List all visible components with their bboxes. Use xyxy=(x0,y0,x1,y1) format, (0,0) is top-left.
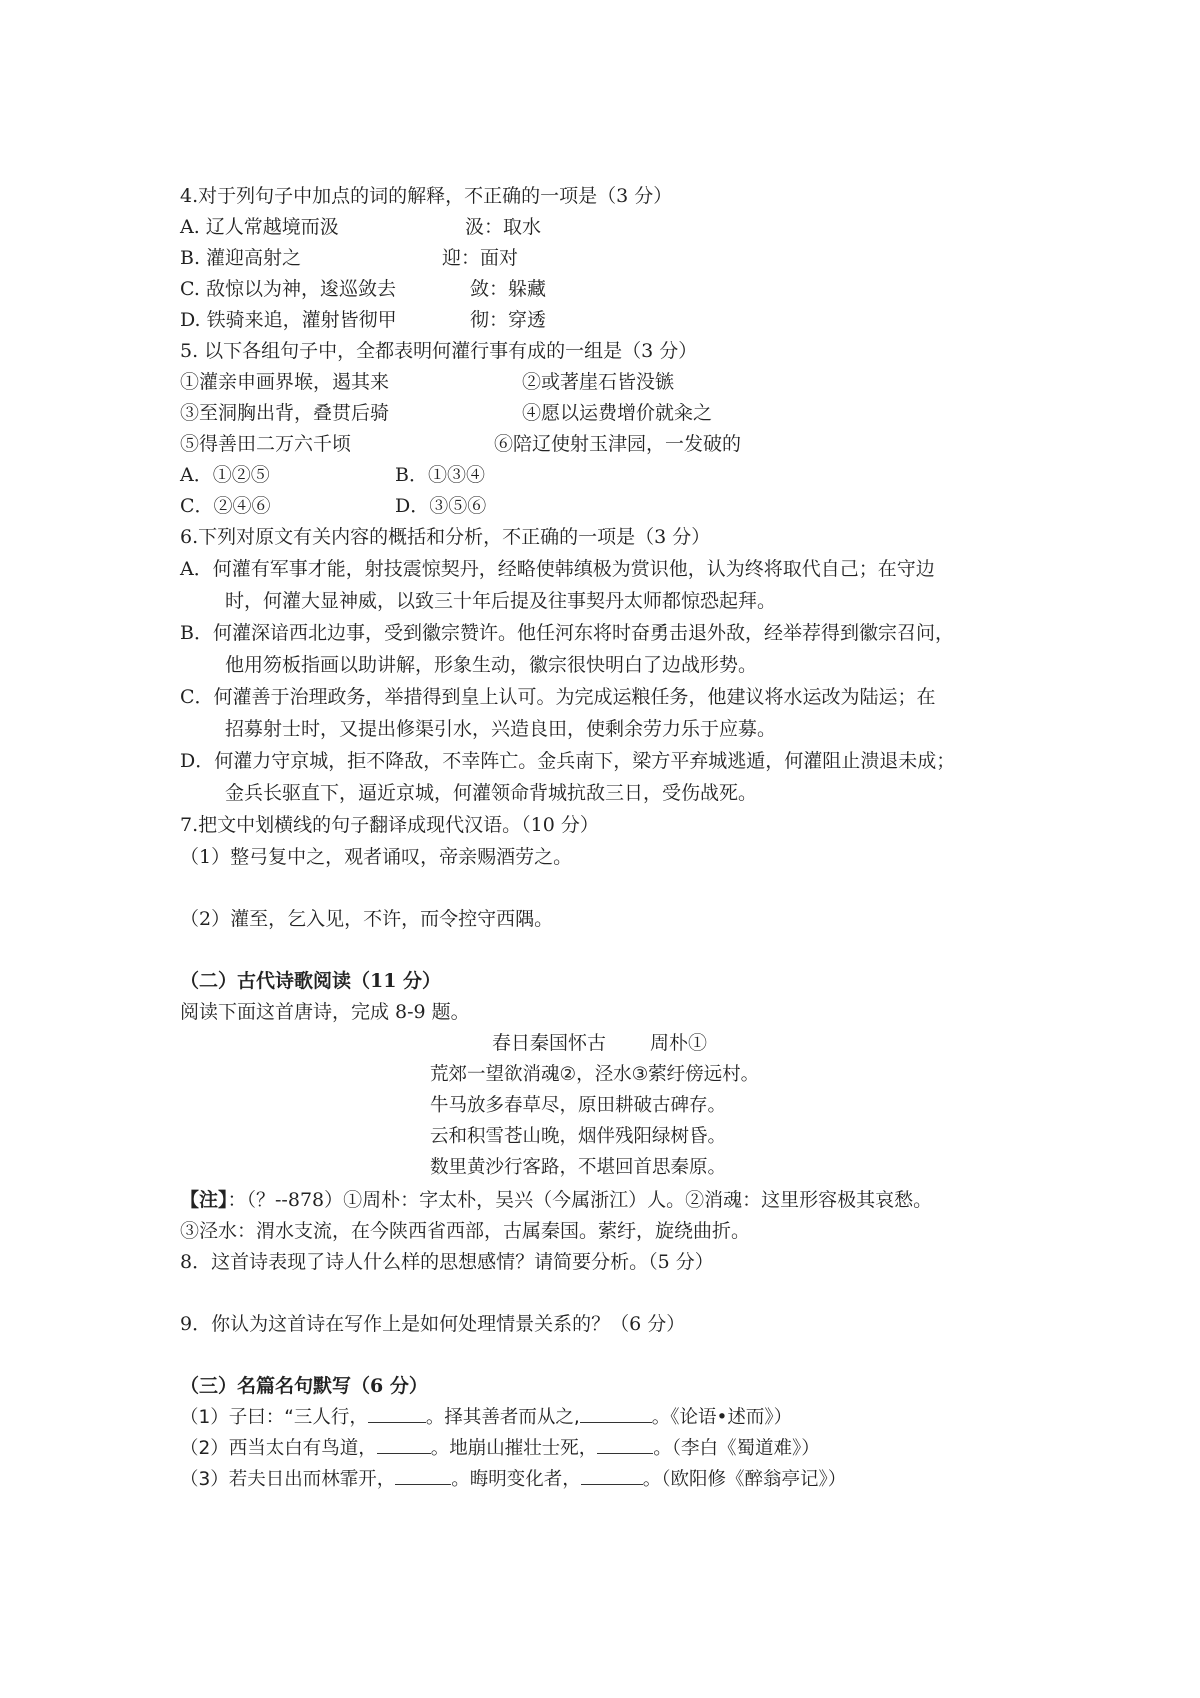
recitation-2-part-a: （2）西当太白有鸟道， xyxy=(180,1438,377,1459)
q5-item-1: ①灌亲申画界堠，遏其来 xyxy=(180,371,390,393)
poem-author: 周朴① xyxy=(650,1032,708,1054)
q5-item-6: ⑥陪辽使射玉津园，一发破的 xyxy=(494,433,742,455)
q4-option-a: A. 辽人常越境而汲 xyxy=(180,216,339,238)
q4-option-d-gloss: 彻：穿透 xyxy=(470,309,547,331)
q5-item-5: ⑤得善田二万六千顷 xyxy=(180,433,352,455)
q4-option-c-gloss: 敛：躲藏 xyxy=(470,278,547,300)
recitation-3-part-c: 。（欧阳修《醉翁亭记》） xyxy=(642,1469,847,1490)
q4-option-d: D. 铁骑来追，灌射皆彻甲 xyxy=(180,309,397,331)
section2-heading: （二）古代诗歌阅读（11 分） xyxy=(180,970,442,992)
recitation-3-part-a: （3）若夫日出而林霏开， xyxy=(180,1469,396,1490)
section2-intro: 阅读下面这首唐诗，完成 8-9 题。 xyxy=(180,1001,470,1023)
poem-line-3: 云和积雪苍山晚，烟伴残阳绿树昏。 xyxy=(430,1126,727,1147)
q4-option-c: C. 敌惊以为神，逡巡敛去 xyxy=(180,278,396,300)
recitation-2-part-c: 。（李白《蜀道难》） xyxy=(653,1438,820,1459)
q5-choice-b: B．①③④ xyxy=(395,464,485,486)
q4-stem: 4.对于列句子中加点的词的解释，不正确的一项是（3 分） xyxy=(180,185,673,207)
poem-title: 春日秦国怀古 xyxy=(492,1032,607,1054)
recitation-2-part-b: 。地崩山摧壮士死， xyxy=(430,1438,598,1459)
recitation-line-1 xyxy=(180,1404,792,1431)
q5-stem: 5. 以下各组句子中，全都表明何灌行事有成的一组是（3 分） xyxy=(180,340,698,362)
q9-stem: 9．你认为这首诗在写作上是如何处理情景关系的？（6 分） xyxy=(180,1313,686,1335)
recitation-1-part-c: 。《论语•述而》） xyxy=(651,1407,793,1428)
poem-line-1: 荒郊一望欲消魂②，泾水③萦纡傍远村。 xyxy=(430,1064,760,1085)
q6-option-c-line1: C．何灌善于治理政务，举措得到皇上认可。为完成运粮任务，他建议将水运改为陆运；在 xyxy=(180,686,936,708)
q4-option-b: B. 灌迎高射之 xyxy=(180,247,302,269)
q6-option-b-line2: 他用笏板指画以助讲解，形象生动，徽宗很快明白了边战形势。 xyxy=(225,654,758,676)
q4-option-a-gloss: 汲：取水 xyxy=(465,216,542,238)
q6-option-c-line2: 招募射士时，又提出修渠引水，兴造良田，使剩余劳力乐于应募。 xyxy=(225,718,777,740)
recitation-3-blank-2[interactable] xyxy=(581,1466,643,1485)
q6-option-d-line1: D．何灌力守京城，拒不降敌，不幸阵亡。金兵南下，梁方平弃城逃遁，何灌阻止溃退未成； xyxy=(180,750,956,772)
section3-heading: （三）名篇名句默写（6 分） xyxy=(180,1375,428,1397)
q5-item-3: ③至洞胸出背，叠贯后骑 xyxy=(180,402,390,424)
recitation-line-2 xyxy=(180,1435,820,1462)
q7-sentence-1: （1）整弓复中之，观者诵叹，帝亲赐酒劳之。 xyxy=(180,846,573,868)
recitation-1-blank-1[interactable] xyxy=(368,1404,426,1423)
recitation-3-part-b: 。晦明变化者， xyxy=(451,1469,581,1490)
q5-item-2: ②或著崖石皆没镞 xyxy=(522,371,675,393)
poem-note-2: ③泾水：渭水支流，在今陕西省西部，古属秦国。萦纡，旋绕曲折。 xyxy=(180,1220,751,1242)
poem-line-2: 牛马放多春草尽，原田耕破古碑存。 xyxy=(430,1095,727,1116)
q5-choice-d: D．③⑤⑥ xyxy=(395,495,487,517)
note-text-1: ：（？--878）①周朴：字太朴，吴兴（今属浙江）人。②消魂：这里形容极其哀愁。 xyxy=(227,1189,933,1211)
recitation-2-blank-2[interactable] xyxy=(597,1435,653,1454)
recitation-line-3 xyxy=(180,1466,846,1493)
q5-choice-a: A．①②⑤ xyxy=(180,464,270,486)
q6-option-b-line1: B．何灌深谙西北边事，受到徽宗赞许。他任河东将时奋勇击退外敌，经举荐得到徽宗召问， xyxy=(180,622,954,644)
q5-item-4: ④愿以运费增价就籴之 xyxy=(522,402,713,424)
recitation-1-part-b: 。择其善者而从之, xyxy=(425,1407,580,1428)
q6-option-a-line1: A．何灌有军事才能，射技震惊契丹，经略使韩缜极为赏识他，认为终将取代自己；在守边 xyxy=(180,558,935,580)
recitation-2-blank-1[interactable] xyxy=(377,1435,431,1454)
q6-stem: 6.下列对原文有关内容的概括和分析，不正确的一项是（3 分） xyxy=(180,526,711,548)
note-label: 【注】 xyxy=(180,1189,228,1211)
q7-stem: 7.把文中划横线的句子翻译成现代汉语。（10 分） xyxy=(180,814,599,836)
q5-choice-c: C．②④⑥ xyxy=(180,495,271,517)
q6-option-d-line2: 金兵长驱直下，逼近京城，何灌领命背城抗敌三日，受伤战死。 xyxy=(225,782,758,804)
recitation-1-blank-2[interactable] xyxy=(580,1404,652,1423)
q6-option-a-line2: 时，何灌大显神威，以致三十年后提及往事契丹太师都惊恐起拜。 xyxy=(225,590,777,612)
q4-option-b-gloss: 迎：面对 xyxy=(442,247,519,269)
q8-stem: 8．这首诗表现了诗人什么样的思想感情？请简要分析。（5 分） xyxy=(180,1251,714,1273)
recitation-1-part-a: （1）子曰：“三人行， xyxy=(180,1407,368,1428)
q7-sentence-2: （2）灌至，乞入见，不许，而令控守西隅。 xyxy=(180,908,554,930)
poem-line-4: 数里黄沙行客路，不堪回首思秦原。 xyxy=(430,1157,727,1178)
poem-note-1 xyxy=(180,1187,932,1213)
recitation-3-blank-1[interactable] xyxy=(395,1466,451,1485)
